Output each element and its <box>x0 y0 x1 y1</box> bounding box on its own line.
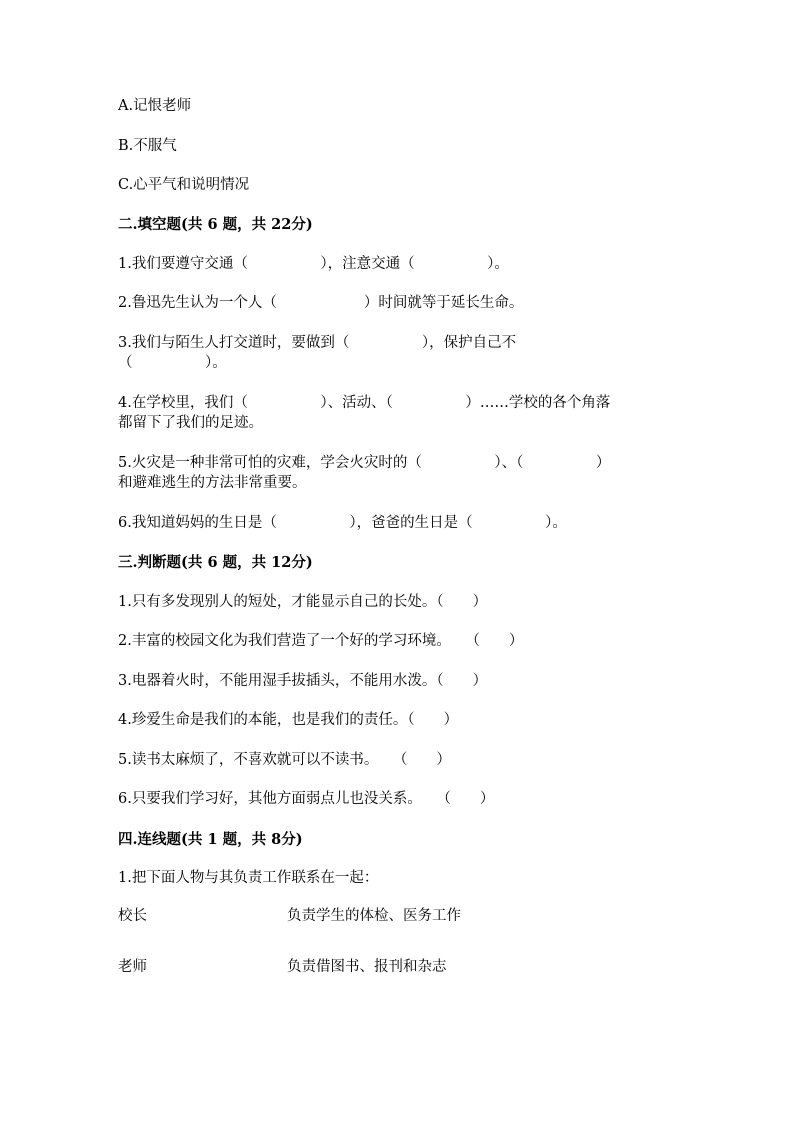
section-title-fill-in: 二.填空题(共 6 题，共 22分) <box>118 216 313 233</box>
fill-question-4-cont: 都留下了我们的足迹。 <box>118 415 263 431</box>
judge-question-3: 3.电器着火时，不能用湿手拔插头，不能用水泼。（ ） <box>118 673 488 689</box>
matching-person-principal: 校长 <box>118 908 147 924</box>
matching-person-teacher: 老师 <box>118 959 147 975</box>
option-b: B.不服气 <box>118 138 177 154</box>
matching-question-1: 1.把下面人物与其负责工作联系在一起： <box>118 870 379 886</box>
fill-question-5-cont: 和避难逃生的方法非常重要。 <box>118 475 307 491</box>
option-c: C.心平气和说明情况 <box>118 177 250 193</box>
fill-question-4: 4.在学校里，我们（ ）、活动、（ ）……学校的各个角落 <box>118 395 611 411</box>
judge-question-1: 1.只有多发现别人的短处，才能显示自己的长处。（ ） <box>118 594 488 610</box>
fill-question-2: 2.鲁迅先生认为一个人（ ）时间就等于延长生命。 <box>118 295 524 311</box>
judge-question-4: 4.珍爱生命是我们的本能，也是我们的责任。（ ） <box>118 712 459 728</box>
judge-question-5: 5.读书太麻烦了，不喜欢就可以不读书。 （ ） <box>118 752 451 768</box>
fill-question-3: 3.我们与陌生人打交道时，要做到（ ），保护自己不 <box>118 335 517 351</box>
section-title-true-false: 三.判断题(共 6 题，共 12分) <box>118 554 313 571</box>
matching-duty-library: 负责借图书、报刊和杂志 <box>287 959 447 975</box>
fill-question-6: 6.我知道妈妈的生日是（ ），爸爸的生日是（ ）。 <box>118 515 567 531</box>
fill-question-3-cont: （ ）。 <box>118 355 227 371</box>
judge-question-6: 6.只要我们学习好，其他方面弱点儿也没关系。 （ ） <box>118 791 495 807</box>
matching-duty-health: 负责学生的体检、医务工作 <box>287 908 461 924</box>
fill-question-1: 1.我们要遵守交通（ ），注意交通（ ）。 <box>118 256 509 272</box>
section-title-matching: 四.连线题(共 1 题，共 8分) <box>118 831 303 848</box>
fill-question-5: 5.火灾是一种非常可怕的灾难，学会火灾时的（ ）、（ ） <box>118 455 611 471</box>
option-a: A.记恨老师 <box>118 98 192 114</box>
judge-question-2: 2.丰富的校园文化为我们营造了一个好的学习环境。 （ ） <box>118 633 524 649</box>
